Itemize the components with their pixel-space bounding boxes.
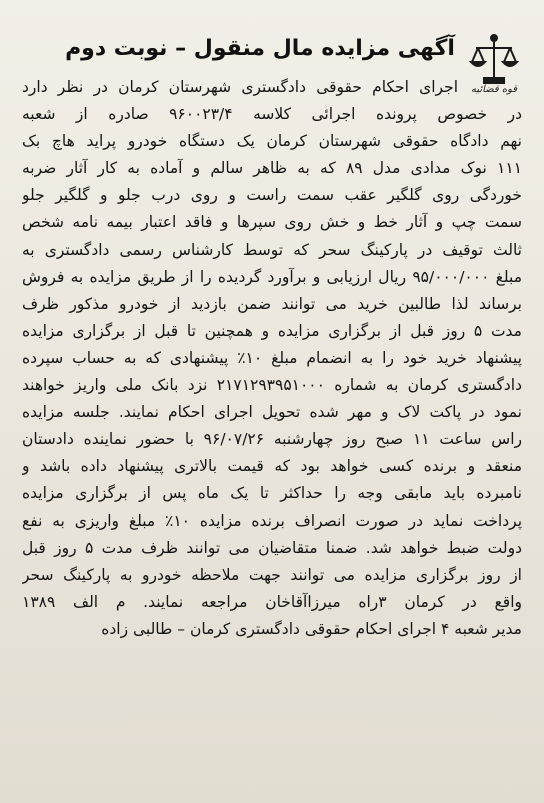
notice-line: نهم دادگاه حقوقی شهرستان کرمان یک دستگاه خودرو پراید هاچ بک [22, 132, 522, 151]
notice-line: خوردگی روی گلگیر عقب سمت راست و روی درب جلو و گلگیر جلو [22, 186, 522, 205]
notice-line: دولت ضبط خواهد شد. ضمنا متقاضیان می توانند ظرف مدت ۵ روز قبل [22, 538, 522, 557]
notice-line: مبلغ ۹۵/۰۰۰/۰۰۰ ریال ارزیابی و برآورد گردیده را از طریق مزایده به فروش [22, 267, 522, 286]
notice-line: سمت چپ و آثار خط و خش روی سپرها و فاقد اعتبار بیمه نامه شخص [22, 213, 522, 232]
notice-line: ثالث توقیف در پارکینگ سحر که توسط کارشناس رسمی دادگستری به [22, 240, 522, 259]
notice-line: ۱۱۱ نوک مدادی مدل ۸۹ که به ظاهر سالم و آماده به کار آثار ضربه [22, 159, 522, 178]
notice-line: راس ساعت ۱۱ صبح روز چهارشنبه ۹۶/۰۷/۲۶ با حضور نماینده دادستان [22, 430, 522, 449]
notice-line: از روز برگزاری مزایده می توانند جهت ملاحظه خودرو به پارکینگ سحر [22, 565, 522, 584]
notice-line: اجرای احکام حقوقی دادگستری شهرستان کرمان در نظر دارد [22, 78, 458, 96]
notice-title: آگهی مزایده مال منقول – نوبت دوم [65, 36, 455, 61]
notice-signature: مدیر شعبه ۴ اجرای احکام حقوقی دادگستری کرمان – طالبی زاده [101, 619, 522, 638]
notice-line: منعقد و برنده کسی خواهد بود که قیمت بالاتری پیشنهاد داده باشد و [22, 457, 522, 476]
notice-line: مدت ۵ روز قبل از برگزاری مزایده و همچنین تا قبل از برگزاری مزایده [22, 321, 522, 340]
notice-line: نامبرده باید مابقی وجه را حداکثر تا یک ماه پس از برگزاری مزایده [22, 484, 522, 503]
notice-line: دادگستری کرمان به شماره ۲۱۷۱۲۹۳۹۵۱۰۰۰ نزد بانک ملی واریز خواهند [22, 376, 522, 395]
notice-line: نمود در پاکت لاک و مهر شده تحویل اجرای احکام نمایند. جلسه مزایده [22, 403, 522, 422]
emblem-caption: قوه قضائیه [470, 84, 518, 95]
notice-line: واقع در کرمان ۳راه میرزاآقاخان مراجعه نمایند. م الف ۱۳۸۹ [22, 592, 522, 611]
notice-line: پیشنهاد خرید خود را به انضمام مبلغ ۱۰٪ پیشنهادی که به حساب سپرده [22, 348, 522, 367]
notice-body [22, 74, 522, 643]
notice-line: در خصوص پرونده اجرائی کلاسه ۹۶۰۰۲۳/۴ صادره از شعبه [22, 105, 522, 124]
notice-line: پرداخت نماید در صورت انصراف برنده مزایده ۱۰٪ مبلغ واریزی به نفع [22, 511, 522, 530]
notice-line: برساند لذا طالبین خرید می توانند ضمن بازدید از خودرو مذکور ظرف [22, 294, 522, 313]
